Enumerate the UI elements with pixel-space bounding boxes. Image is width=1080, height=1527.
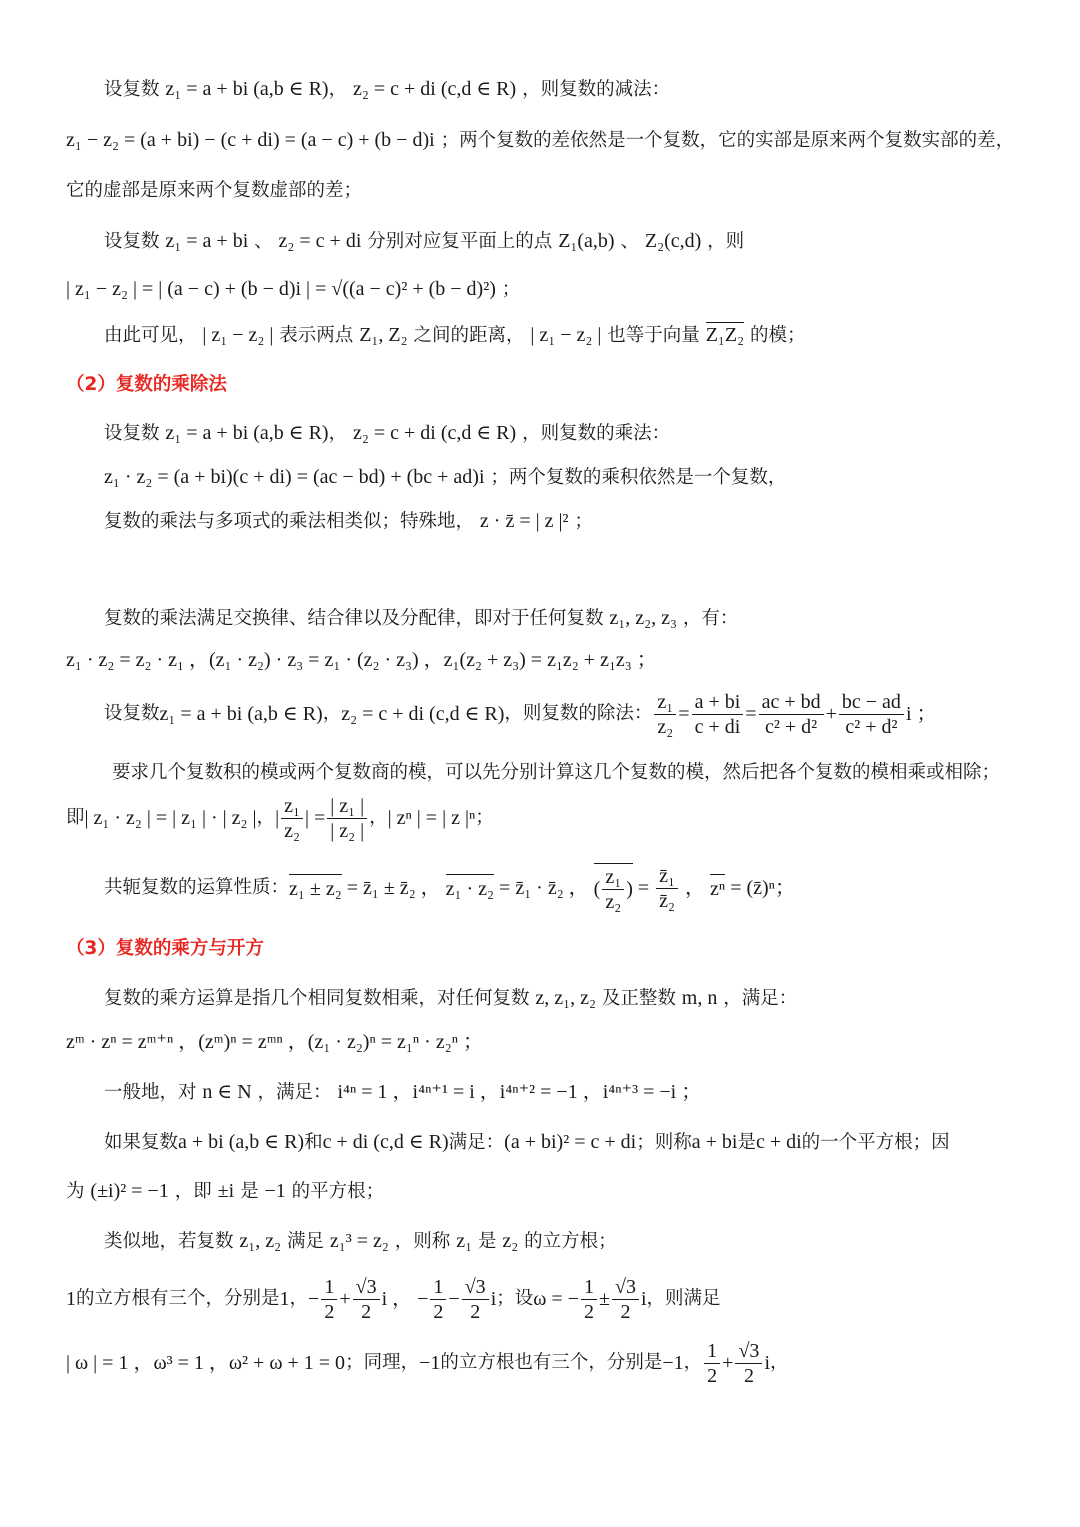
sub-line-4: 设复数 z₁ = a + bi 、 z₂ = c + di 分别对应复平面上的点 Z₁(a,b) 、 Z₂(c,d) ，则: [104, 230, 745, 252]
cbrt-line-2: 1 的立方根有三个，分别是 1 ， − $\frac{1}{2}$ + $\frac{√3}{2}$ i ， − $\frac{1}{2}$ − $\frac{√3}{2}$ i ；设 ω = − $\frac{1}{2}$ ± $\frac{√3}{2}$ i ，则满足: [66, 1275, 721, 1323]
math-omega-properties: | ω | = 1 ，ω³ = 1 ，ω² + ω + 1 = 0: [66, 1352, 346, 1374]
mod-line-2: 即 | z₁ · z₂ | = | z₁ | · | z₂ | ， | $\frac{\text{z₁}}{\text{z₂}}$ | = $\frac{\text{| z₁ |}}{\text{| z₂ |}}$ ， | zⁿ | = | z |ⁿ ；: [66, 794, 494, 842]
sqrt-line-2: 为 (±i)² = −1 ，即 ±i 是 −1 的平方根；: [66, 1180, 385, 1202]
cbrt-line-1: 类似地，若复数 z₁, z₂ 满足 z₁³ = z₂ ，则称 z₁ 是 z₂ 的立方根；: [104, 1230, 617, 1252]
math-modulus-difference: | z₁ − z₂ | = | (a − c) + (b − d)i | = √((a − c)² + (b − d)²): [66, 278, 496, 300]
mul-line-4: 复数的乘法满足交换律、结合律以及分配律，即对于任何复数 z₁, z₂, z₃ ，有：: [104, 607, 739, 629]
math-subtraction: z₁ − z₂ = (a + bi) − (c + di) = (a − c) + (b − d)i: [66, 129, 435, 151]
pow-line-1: 复数的乘方运算是指几个相同复数相乘，对任何复数 z, z₁, z₂ 及正整数 m, n ，满足：: [104, 987, 798, 1009]
math-cube-roots-of-minus-one: $\frac{1}{2}$ + $\frac{√3}{2}$ i: [702, 1339, 770, 1388]
mul-line-5: [66, 647, 657, 674]
math-conjugate-properties: z₁ ± z₂ = z̄₁ ± z̄₂ ， z₁ · z₂ = z̄₁ · z̄₂ ， ( $\frac{\text{z₁}}{\text{z₂}}$ ) = $\frac{\text{z̄₁}}{\text{z̄₂}}$ ， zⁿ = (z̄)ⁿ ；: [289, 864, 795, 913]
sub-line-2: z₁ − z₂ = (a + bi) − (c + di) = (a − c) + (b − d)i ；两个复数的差依然是一个复数，它的实部是原来两个复数实部的差，: [66, 129, 1015, 151]
sqrt-line-1: 如果复数a + bi (a,b ∈ R)和c + di (c,d ∈ R)满足：(a + bi)² = c + di；则称a + bi是c + di的一个平方根；因: [104, 1131, 950, 1153]
sub-line-3: 它的虚部是原来两个复数虚部的差；: [66, 180, 363, 201]
cbrt-line-3: | ω | = 1 ，ω³ = 1 ，ω² + ω + 1 = 0 ；同理， −1 的立方根也有三个，分别是 −1 ， $\frac{1}{2}$ + $\frac{√3}{2}$ i ，: [66, 1339, 789, 1387]
conj-line: 共轭复数的运算性质： z₁ ± z₂ = z̄₁ ± z̄₂ ， z₁ · z₂ = z̄₁ · z̄₂ ， ( $\frac{\text{z₁}}{\text{z₂}}$ ) = $\frac{\text{z̄₁}}{\text{z̄₂}}$ ， zⁿ = (z̄)ⁿ ；: [104, 864, 795, 913]
math-laws: z₁ · z₂ = z₂ · z₁ ，(z₁ · z₂) · z₃ = z₁ · (z₂ · z₃) ，z₁(z₂ + z₃) = z₁z₂ + z₁z₃ ；: [66, 649, 657, 671]
sub-line-1: 设复数 z₁ = a + bi (a,b ∈ R)， z₂ = c + di (c,d ∈ R) ，则复数的减法：: [104, 78, 671, 100]
math-division: $\frac{\text{z₁}}{\text{z₂}}$ = $\frac{a + bi}{c + di}$ = $\frac{ac + bd}{\text{c² + d²}}$ + $\frac{bc - ad}{\text{c² + d²}}$ i ；: [652, 690, 936, 739]
section-heading-3: （3）复数的乘方与开方: [66, 938, 264, 959]
section-heading-2: （2）复数的乘除法: [66, 374, 227, 395]
math-i-powers: i⁴ⁿ = 1 ，i⁴ⁿ⁺¹ = i ，i⁴ⁿ⁺² = −1 ，i⁴ⁿ⁺³ = −i ；: [337, 1081, 702, 1103]
mul-line-3: 复数的乘法与多项式的乘法相类似；特殊地， z · z̄ = | z |² ；: [104, 510, 593, 532]
div-line: 设复数 z₁ = a + bi (a,b ∈ R) ， z₂ = c + di (c,d ∈ R) ，则复数的除法： $\frac{\text{z₁}}{\text{z₂}}$ = $\frac{a + bi}{c + di}$ = $\frac{ac + bd}{\text{c² + d²}}$ + $\frac{bc - ad}{\text{c² + d²}}$ i ；: [104, 690, 937, 738]
math-power-laws: zᵐ · zⁿ = zᵐ⁺ⁿ ，(zᵐ)ⁿ = zᵐⁿ ，(z₁ · z₂)ⁿ = z₁ⁿ · z₂ⁿ ；: [66, 1031, 483, 1053]
math-omega-def: ω = − $\frac{1}{2}$ ± $\frac{√3}{2}$ i: [533, 1275, 647, 1323]
math-cube-roots-of-one: − $\frac{1}{2}$ + $\frac{√3}{2}$ i ， − $\frac{1}{2}$ − $\frac{√3}{2}$ i: [308, 1275, 497, 1323]
pow-line-2: [66, 1029, 483, 1056]
mod-line-1: 要求几个复数积的模或两个复数商的模，可以先分别计算这几个复数的模，然后把各个复数的模相乘或相除；: [112, 762, 1001, 783]
math-multiplication: z₁ · z₂ = (a + bi)(c + di) = (ac − bd) + (bc + ad)i: [104, 466, 485, 488]
mul-line-1: 设复数 z₁ = a + bi (a,b ∈ R)， z₂ = c + di (c,d ∈ R) ，则复数的乘法：: [104, 422, 671, 444]
sub-line-6: 由此可见， | z₁ − z₂ | 表示两点 Z₁, Z₂ 之间的距离， | z₁ − z₂ | 也等于向量 Z₁Z₂ 的模；: [104, 324, 806, 346]
mul-line-2: z₁ · z₂ = (a + bi)(c + di) = (ac − bd) + (bc + ad)i ；两个复数的乘积依然是一个复数，: [104, 466, 787, 488]
sub-line-5: | z₁ − z₂ | = | (a − c) + (b − d)i | = √((a − c)² + (b − d)²) ；: [66, 278, 521, 300]
math-quotient-modulus: | $\frac{\text{z₁}}{\text{z₂}}$ | = $\frac{\text{| z₁ |}}{\text{| z₂ |}}$: [275, 794, 369, 843]
pow-line-3: 一般地，对 n ∈ N ，满足： i⁴ⁿ = 1 ，i⁴ⁿ⁺¹ = i ，i⁴ⁿ⁺² = −1 ，i⁴ⁿ⁺³ = −i ；: [104, 1081, 702, 1103]
math-z1-def: z₁ = a + bi (a,b ∈ R): [165, 78, 329, 100]
vector-z1z2: Z₁Z₂: [705, 324, 745, 346]
math-z2-def: z₂ = c + di (c,d ∈ R): [352, 78, 517, 100]
